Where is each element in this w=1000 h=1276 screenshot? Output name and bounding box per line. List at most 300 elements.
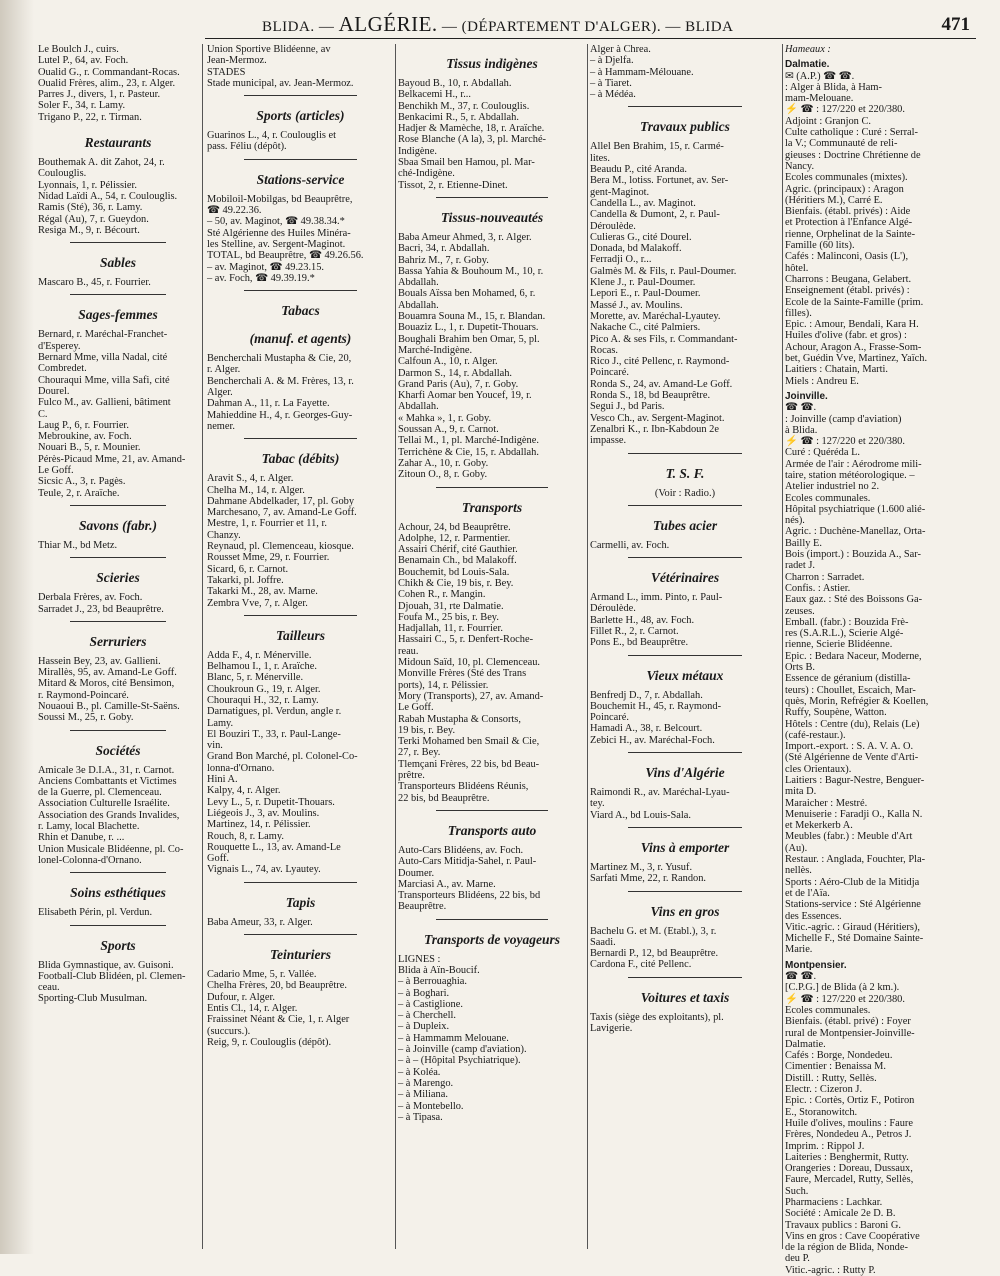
directory-entry: bet, Guédin Vve, Martinez, Yaïch.	[785, 353, 928, 365]
column-divider	[587, 44, 588, 1249]
directory-entry: Vignais L., 74, av. Lyautey.	[207, 864, 321, 876]
directory-entry: Djouah, 31, rte Dalmatie.	[398, 600, 504, 612]
directory-entry: Vins en gros : Cave Coopérative	[785, 1230, 920, 1242]
section-separator	[244, 438, 356, 439]
directory-entry: Lutel P., 64, av. Foch.	[38, 55, 129, 67]
directory-entry: Zenalbri K., r. Ibn-Kabdoun 2e	[590, 423, 719, 435]
directory-entry: Zahar A., 10, r. Goby.	[398, 457, 489, 469]
directory-entry: pass. Féliu (dépôt).	[207, 141, 287, 153]
directory-entry: Pons E., bd Beauprêtre.	[590, 637, 689, 649]
section-heading: (manuf. et agents)	[249, 331, 352, 347]
section-heading: Sports (articles)	[256, 108, 345, 124]
directory-entry: Nakache C., cité Palmiers.	[590, 322, 701, 334]
section-heading: Transports auto	[447, 822, 537, 838]
directory-entry: ☎ 49.22.36.	[207, 205, 262, 217]
directory-entry: Darmon S., 14, r. Abdallah.	[398, 367, 512, 379]
directory-entry: Famille (60 lits).	[785, 240, 855, 252]
directory-entry: Bernard Mme, villa Nadal, cité	[38, 352, 168, 364]
directory-entry: Laitiers : Bagur-Nestre, Benguer-	[785, 775, 925, 786]
directory-entry: Fulco M., av. Gallieni, bâtiment	[38, 397, 171, 409]
directory-entry: Levy L., 5, r. Dupetit-Thouars.	[207, 796, 335, 808]
directory-entry: Klene J., r. Paul-Doumer.	[590, 277, 696, 289]
directory-entry: Rocas.	[590, 344, 618, 356]
column-4	[590, 44, 780, 1249]
directory-entry: Faure, Mercadel, Rutty, Sellès,	[785, 1174, 914, 1186]
directory-entry: Hadjer & Mamèche, 18, r. Araïche.	[398, 123, 545, 135]
directory-entry: lonel-Colonna-d'Ornano.	[38, 854, 142, 866]
directory-entry: Segui J., bd Paris.	[590, 401, 665, 413]
directory-entry: (café-restaur.).	[785, 729, 846, 741]
directory-entry: Poincaré.	[590, 712, 629, 724]
directory-entry: Taxis (siège des exploitants), pl.	[590, 1011, 724, 1023]
directory-entry: Carmelli, av. Foch.	[590, 539, 670, 551]
directory-entry: Mahieddine H., 4, r. Georges-Guy-	[207, 409, 353, 421]
directory-entry: Achour, Aragon A., Frasse-Som-	[785, 341, 922, 353]
section-heading: Travaux publics	[640, 119, 730, 135]
directory-entry: Soussi M., 25, r. Goby.	[38, 712, 134, 724]
section-separator	[244, 882, 356, 883]
directory-entry: (Héritiers M.), Carré E.	[785, 194, 883, 206]
page-fold-shadow	[0, 0, 34, 1254]
directory-entry: Sporting-Club Musulman.	[38, 993, 148, 1005]
directory-entry: Ecoles communales.	[785, 1004, 871, 1016]
directory-entry: prêtre.	[398, 770, 425, 782]
directory-entry: teurs) : Choullet, Escaich, Mar-	[785, 684, 916, 696]
directory-entry: vin.	[207, 740, 223, 752]
directory-entry: Guarinos L., 4, r. Coulouglis et	[207, 130, 337, 142]
directory-entry: Donada, bd Malakoff.	[590, 243, 682, 255]
directory-entry: Grand Bon Marché, pl. Colonel-Co-	[207, 751, 358, 763]
directory-entry: « Mahka », 1, r. Goby.	[398, 412, 492, 424]
directory-entry: Import.-export. : S. A. V. A. O.	[785, 741, 914, 753]
directory-entry: Candella & Dumont, 2, r. Paul-	[590, 209, 720, 221]
directory-entry: les Stelline, av. Sergent-Maginot.	[207, 238, 346, 250]
directory-entry: Epic. : Cortès, Ortiz F., Potiron	[785, 1095, 915, 1107]
directory-entry: Anciens Combattants et Victimes	[38, 775, 177, 787]
directory-entry: Football-Club Blidéen, pl. Clemen-	[38, 970, 186, 982]
directory-entry: Bachelu G. et M. (Etabl.), 3, r.	[590, 925, 717, 937]
directory-entry: Le Goff.	[38, 465, 74, 477]
directory-entry: Doumer.	[398, 867, 435, 879]
section-separator	[70, 557, 166, 558]
directory-entry: Bera M., lotiss. Fortunet, av. Ser-	[590, 175, 729, 187]
directory-entry: cles Orientaux).	[785, 763, 852, 775]
directory-entry: et Protection à l'Enfance Algé-	[785, 217, 913, 229]
directory-entry: Cimentier : Benaissa M.	[785, 1061, 887, 1073]
directory-entry: Benfredj D., 7, r. Abdallah.	[590, 689, 703, 701]
directory-entry: taire, station météorologique. –	[785, 469, 915, 481]
directory-entry: rienne, Scierie Blidéenne.	[785, 639, 893, 651]
directory-entry: Culte catholique : Curé : Serral-	[785, 127, 919, 139]
directory-entry: Vitic.-agric. : Giraud (Héritiers),	[785, 921, 920, 933]
section-separator	[628, 453, 742, 454]
section-separator	[70, 621, 166, 622]
directory-entry: filles).	[785, 307, 812, 319]
directory-entry: Martinez, 14, r. Pélissier.	[207, 819, 311, 831]
directory-entry: – à Tiaret.	[590, 77, 632, 89]
directory-entry: (succurs.).	[207, 1025, 251, 1037]
directory-entry: Charrons : Beugana, Gelabert.	[785, 273, 912, 285]
page-header	[0, 8, 1000, 40]
directory-entry: Zebici H., av. Maréchal-Foch.	[590, 734, 715, 746]
directory-entry: E., Storanowitch.	[785, 1106, 858, 1118]
directory-entry: Candella L., av. Maginot.	[590, 197, 696, 209]
directory-entry: lonna-d'Ornano.	[207, 762, 275, 774]
directory-entry: Chouraqui Mme, villa Safi, cité	[38, 374, 170, 386]
directory-entry: Soussan A., 9, r. Carnot.	[398, 424, 499, 436]
directory-entry: de la Guerre, pl. Clemenceau.	[38, 787, 162, 799]
section-separator	[436, 919, 549, 920]
directory-entry: deu P.	[785, 1253, 810, 1265]
directory-entry: Curé : Quéréda L.	[785, 447, 861, 459]
directory-entry: ✉ (A.P.) ☎ ☎.	[785, 70, 855, 82]
directory-entry: Elisabeth Périn, pl. Verdun.	[38, 907, 153, 919]
directory-entry: Dufour, r. Alger.	[207, 991, 275, 1003]
directory-entry: Enseignement (établ. privés) :	[785, 285, 910, 297]
directory-entry: – à Castiglione.	[398, 998, 463, 1010]
directory-entry: Miels : Andreu E.	[785, 375, 859, 387]
locality-heading: Montpensier.	[785, 959, 847, 971]
directory-entry: Lyonnais, 1, r. Pélissier.	[38, 179, 137, 191]
directory-entry: Achour, 24, bd Beauprêtre.	[398, 521, 511, 533]
directory-entry: Adjoint : Granjon C.	[785, 115, 872, 127]
directory-entry: Grand Paris (Au), 7, r. Goby.	[398, 378, 519, 390]
directory-entry: Rico J., cité Pellenc, r. Raymond-	[590, 356, 730, 368]
directory-entry: Terki Mohamed ben Smail & Cie,	[398, 736, 540, 748]
directory-entry: Jean-Mermoz.	[207, 55, 267, 67]
directory-entry: – à Joinville (camp d'aviation).	[398, 1044, 527, 1056]
directory-entry: Transporteurs Blidéens Réunis,	[398, 781, 529, 793]
directory-entry: – à Boghari.	[398, 987, 450, 999]
directory-entry: de la région de Blida, Nonde-	[785, 1242, 908, 1254]
directory-entry: Marché-Indigène.	[398, 344, 473, 356]
directory-entry: Cohen R., r. Mangin.	[398, 589, 486, 601]
section-heading: Teinturiers	[269, 947, 332, 963]
directory-entry: Laiteries : Benghermit, Rutty.	[785, 1151, 909, 1163]
directory-entry: Benchikh M., 37, r. Coulouglis.	[398, 100, 530, 112]
directory-entry: ceau.	[38, 982, 60, 994]
directory-entry: Electr. : Cizeron J.	[785, 1084, 863, 1096]
header-country: ALGÉRIE.	[338, 12, 438, 36]
directory-entry: ⚡ ☎ : 127/220 et 220/380.	[785, 436, 905, 448]
column-2	[207, 44, 394, 1249]
directory-entry: r. Lamy, local Blachette.	[38, 821, 140, 833]
directory-entry: Chelha M., 14, r. Alger.	[207, 484, 305, 496]
section-separator	[244, 159, 356, 160]
directory-entry: – à Cherchell.	[398, 1010, 456, 1022]
section-heading: Tabacs	[281, 303, 320, 319]
section-separator	[244, 290, 356, 291]
directory-entry: STADES	[207, 66, 246, 78]
directory-entry: Massé J., av. Moulins.	[590, 299, 683, 311]
directory-entry: Orts B.	[785, 662, 816, 674]
directory-entry: Sports : Aéro-Club de la Mitidja	[785, 876, 920, 888]
directory-entry: Oualid Frères, alim., 23, r. Alger.	[38, 77, 176, 89]
directory-entry: Mobiloil-Mobilgas, bd Beauprêtre,	[207, 193, 353, 205]
directory-entry: Foufa M., 25 bis, r. Bey.	[398, 611, 499, 623]
section-heading: Tissus-nouveautés	[440, 209, 544, 225]
directory-entry: Bouthemak A. dit Zahot, 24, r.	[38, 157, 165, 169]
section-separator	[244, 615, 356, 616]
directory-entry: Déroulède.	[590, 603, 636, 615]
directory-entry: Hini A.	[207, 774, 238, 786]
section-heading: Soins esthétiques	[70, 885, 166, 901]
section-heading: Restaurants	[84, 135, 152, 151]
directory-entry: Benkacimi R., 5, r. Abdallah.	[398, 111, 519, 123]
directory-entry: Rose Blanche (A la), 3, pl. Marché-	[398, 134, 547, 146]
directory-entry: Armée de l'air : Aérodrome mili-	[785, 458, 922, 470]
directory-entry: Vesco Ch., av. Sergent-Maginot.	[590, 412, 725, 424]
running-title	[262, 12, 733, 37]
directory-entry: Restaur. : Anglada, Fouchter, Pla-	[785, 854, 926, 866]
section-heading: Stations-service	[256, 171, 345, 187]
directory-entry: Nidad Laïdi A., 54, r. Coulouglis.	[38, 190, 178, 202]
column-divider	[395, 44, 396, 1249]
directory-entry: impasse.	[590, 435, 627, 447]
directory-entry: Soler F., 34, r. Lamy.	[38, 100, 126, 112]
directory-entry: Mitard & Moros, cité Bensimon,	[38, 678, 175, 690]
directory-entry: – à Montebello.	[398, 1100, 464, 1112]
directory-entry: Kalpy, 4, r. Alger.	[207, 785, 281, 797]
directory-entry: Adda F., 4, r. Ménerville.	[207, 649, 312, 661]
directory-entry: Société : Amicale 2e D. B.	[785, 1208, 896, 1220]
directory-entry: Dalmatie.	[785, 1038, 826, 1050]
directory-entry: Rouquette L., 13, av. Amand-Le	[207, 841, 341, 853]
directory-entry: – à Tipasa.	[398, 1111, 443, 1123]
directory-entry: Blida à Aïn-Boucif.	[398, 965, 480, 976]
directory-entry: Nouaoui B., pl. Camille-St-Saëns.	[38, 700, 180, 712]
directory-entry: Maraicher : Mestré.	[785, 797, 868, 809]
directory-entry: Mascaro B., 45, r. Fourrier.	[38, 277, 151, 289]
directory-entry: ⚡ ☎ : 127/220 et 220/380.	[785, 104, 905, 116]
directory-entry: Pico A. & ses Fils, r. Commandant-	[590, 333, 738, 345]
directory-entry: Menuiserie : Faradji O., Kalla N.	[785, 808, 923, 820]
directory-entry: Frères, Nondedeu A., Petros J.	[785, 1129, 912, 1141]
section-separator	[628, 505, 742, 506]
directory-entry: Armand L., imm. Pinto, r. Paul-	[590, 592, 723, 604]
section-heading: Voitures et taxis	[640, 989, 730, 1005]
directory-entry: Baba Ameur Ahmed, 3, r. Alger.	[398, 231, 532, 243]
cross-reference: (Voir : Radio.)	[654, 487, 716, 499]
section-separator	[628, 655, 742, 656]
directory-entry: Union Sportive Blidéenne, av	[207, 44, 331, 55]
sub-heading: Hameaux :	[785, 44, 831, 55]
directory-entry: Emball. (fabr.) : Bouzida Frè-	[785, 616, 909, 628]
section-separator	[628, 827, 742, 828]
directory-entry: gieuses : Doctrine Chrétienne de	[785, 149, 921, 161]
directory-entry: Barlette H., 48, av. Foch.	[590, 614, 695, 626]
directory-entry: Nouari B., 5, r. Mounier.	[38, 442, 141, 454]
directory-entry: Boughali Brahim ben Omar, 5, pl.	[398, 333, 540, 345]
section-heading: Scieries	[96, 570, 140, 586]
directory-entry: Beauprêtre.	[398, 901, 447, 913]
directory-entry: Pharmaciens : Lachkar.	[785, 1196, 883, 1208]
directory-entry: – à Médéa.	[590, 89, 636, 101]
directory-entry: Bassa Yahia & Bouhoum M., 10, r.	[398, 265, 544, 277]
directory-entry: Cadario Mme, 5, r. Vallée.	[207, 969, 317, 981]
section-heading: Vieux métaux	[646, 667, 724, 683]
section-separator	[70, 505, 166, 506]
directory-entry: Huile d'olives, moulins : Faure	[785, 1117, 913, 1129]
section-heading: Sables	[99, 255, 136, 271]
directory-entry: 27, r. Bey.	[398, 747, 441, 759]
directory-entry: – à Marengo.	[398, 1077, 454, 1089]
directory-entry: Bouchemit, bd Louis-Sala.	[398, 566, 510, 578]
directory-entry: Bencherchali A. & M. Frères, 13, r.	[207, 375, 354, 387]
header-rule	[205, 38, 976, 39]
directory-entry: Galmès M. & Fils, r. Paul-Doumer.	[590, 265, 737, 277]
directory-entry: rienne, Orphelinat de la Sainte-	[785, 228, 916, 240]
section-separator	[244, 95, 356, 96]
directory-entry: [C.P.G.] de Blida (à 2 km.).	[785, 982, 900, 994]
directory-entry: Régal (Au), 7, r. Gueydon.	[38, 213, 149, 225]
directory-entry: TOTAL, bd Beauprêtre, ☎ 49.26.56.	[207, 250, 364, 262]
directory-entry: – à Berrouaghia.	[398, 976, 467, 988]
directory-entry: Rhin et Danube, r. ...	[38, 832, 125, 844]
directory-entry: Resiga M., 9, r. Bécourt.	[38, 224, 140, 236]
directory-entry: – av. Maginot, ☎ 49.23.15.	[207, 261, 325, 273]
section-heading: Tabac (débits)	[261, 451, 340, 467]
directory-entry: ché-Indigène.	[398, 168, 455, 180]
directory-entry: Bouaziz L., 1, r. Dupetit-Thouars.	[398, 322, 539, 334]
directory-entry: Bouals Aïssa ben Mohamed, 6, r.	[398, 288, 536, 300]
directory-entry: Allel Ben Brahim, 15, r. Carmé-	[590, 141, 724, 153]
directory-entry: Monville Frères (Sté des Trans	[398, 668, 527, 680]
section-heading: Tubes acier	[652, 517, 718, 533]
directory-entry: nés).	[785, 515, 805, 527]
section-heading: Tailleurs	[275, 627, 326, 643]
directory-entry: Kharfi Aomar ben Youcef, 19, r.	[398, 390, 532, 402]
directory-entry: Ruffy, Soupène, Watton.	[785, 707, 887, 719]
directory-entry: Fillet R., 2, r. Carnot.	[590, 625, 679, 637]
column-5	[785, 44, 977, 1276]
directory-entry: Eaux gaz. : Sté des Boissons Ga-	[785, 594, 923, 606]
directory-entry: Le Boulch J., cuirs.	[38, 44, 119, 55]
directory-entry: Ronda S., 24, av. Amand-Le Goff.	[590, 378, 733, 390]
directory-entry: ☎ ☎.	[785, 971, 817, 983]
directory-entry: Sarfati Mme, 22, r. Randon.	[590, 873, 707, 885]
directory-entry: Ramis (Sté), 36, r. Lamy.	[38, 202, 143, 214]
directory-entry: Reynaud, pl. Clemenceau, kiosque.	[207, 541, 354, 553]
directory-entry: rural de Montpensier-Joinville-	[785, 1027, 915, 1039]
directory-entry: Viard A., bd Louis-Sala.	[590, 809, 691, 821]
directory-entry: Lavigerie.	[590, 1023, 633, 1035]
directory-entry: Thiar M., bd Metz.	[38, 539, 118, 551]
section-separator	[628, 752, 742, 753]
directory-entry: Bienfais. (établ. privé) : Foyer	[785, 1016, 911, 1028]
directory-entry: Hassairi C., 5, r. Denfert-Roche-	[398, 634, 534, 646]
directory-entry: Liégeois J., 3, av. Moulins.	[207, 807, 320, 819]
locality-heading: Dalmatie.	[785, 59, 830, 71]
section-separator	[628, 891, 742, 892]
directory-entry: Benamain Ch., bd Malakoff.	[398, 555, 517, 567]
directory-entry: – av. Foch, ☎ 49.39.19.*	[207, 272, 315, 284]
directory-entry: Association Culturelle Israélite.	[38, 798, 170, 810]
page-number: 471	[941, 14, 970, 35]
directory-entry: Union Musicale Blidéenne, pl. Co-	[38, 843, 184, 855]
directory-entry: Orangeries : Doreau, Dussaux,	[785, 1163, 913, 1175]
directory-entry: Bernard, r. Maréchal-Franchet-	[38, 329, 168, 341]
directory-entry: Travaux publics : Baroni G.	[785, 1219, 901, 1231]
directory-entry: Sarradet J., 23, bd Beauprêtre.	[38, 603, 164, 615]
directory-entry: Alger à Chrea.	[590, 44, 651, 55]
directory-entry: Sicsic A., 3, r. Pagès.	[38, 476, 126, 488]
directory-entry: Ecoles communales (mixtes).	[785, 172, 908, 184]
directory-entry: Epic. : Amour, Bendali, Kara H.	[785, 319, 919, 331]
directory-entry: Terrichène & Cie, 15, r. Abdallah.	[398, 446, 539, 458]
directory-entry: Agric. : Duchène-Manellaz, Orta-	[785, 526, 926, 538]
directory-entry: Le Goff.	[398, 702, 434, 714]
directory-entry: zeuses.	[785, 605, 815, 617]
directory-entry: Stations-service : Sté Algérienne	[785, 899, 921, 911]
directory-entry: Rabah Mustapha & Consorts,	[398, 713, 521, 725]
directory-entry: Saadi.	[590, 936, 616, 948]
directory-entry: des Essences.	[785, 910, 842, 922]
directory-entry: : Joinville (camp d'aviation)	[785, 413, 902, 425]
section-heading: Vins à emporter	[640, 839, 730, 855]
directory-entry: Pérès-Picaud Mme, 21, av. Amand-	[38, 453, 186, 465]
section-separator	[436, 197, 549, 198]
directory-entry: Atelier industriel no 2.	[785, 481, 880, 493]
directory-entry: : Alger à Blida, à Ham-	[785, 81, 882, 93]
directory-entry: Adolphe, 12, r. Parmentier.	[398, 532, 511, 544]
directory-entry: hôtel.	[785, 262, 809, 274]
directory-entry: Bernardi P., 12, bd Beauprêtre.	[590, 948, 719, 960]
section-heading: T. S. F.	[665, 465, 705, 481]
section-separator	[70, 242, 166, 243]
directory-entry: Rouch, 8, r. Lamy.	[207, 830, 284, 842]
directory-entry: Stade municipal, av. Jean-Mermoz.	[207, 77, 354, 89]
section-separator	[628, 977, 742, 978]
directory-entry: Distill. : Rutty, Sellès.	[785, 1072, 877, 1084]
directory-entry: Ecoles communales.	[785, 492, 871, 504]
directory-entry: Dourel.	[38, 385, 70, 397]
directory-entry: et Mekerkerb A.	[785, 820, 853, 832]
header-left: BLIDA. —	[262, 19, 335, 35]
directory-entry: Ronda S., 18, bd Beauprêtre.	[590, 390, 711, 402]
directory-entry: Déroulède.	[590, 220, 636, 232]
directory-entry: – à – (Hôpital Psychiatrique).	[398, 1055, 521, 1067]
directory-entry: Bienfais. (établ. privés) : Aide	[785, 206, 911, 218]
directory-entry: Culieras G., cité Dourel.	[590, 231, 692, 243]
directory-entry: Vitic.-agric. : Rutty P.	[785, 1264, 876, 1276]
directory-entry: Bouchemit H., 45, r. Raymond-	[590, 700, 722, 712]
directory-entry: Such.	[785, 1185, 809, 1197]
directory-entry: Combredet.	[38, 363, 87, 375]
directory-entry: Epic. : Bedara Naceur, Moderne,	[785, 650, 922, 662]
section-heading: Transports de voyageurs	[423, 931, 560, 947]
directory-entry: Zembra Vve, 7, r. Alger.	[207, 597, 308, 609]
section-heading: Sociétés	[95, 742, 141, 758]
directory-entry: Fraissinet Néant & Cie, 1, r. Alger	[207, 1014, 350, 1026]
directory-entry: et de l'Aïa.	[785, 887, 830, 899]
directory-entry: Hôpital psychiatrique (1.600 alié-	[785, 503, 926, 515]
directory-entry: (Sté Algérienne de Vente d'Arti-	[785, 752, 919, 764]
directory-entry: Calfoun A., 10, r. Alger.	[398, 356, 498, 368]
directory-entry: 22 bis, bd Beauprêtre.	[398, 792, 490, 804]
directory-entry: Essence de géranium (distilla-	[785, 673, 911, 685]
directory-entry: quès, Morin, Refrégier & Koellen,	[785, 695, 929, 707]
directory-entry: 19 bis, r. Bey.	[398, 724, 456, 736]
directory-entry: Lamy.	[207, 717, 234, 729]
directory-entry: Bailly E.	[785, 537, 822, 549]
directory-entry: – à Djelfa.	[590, 55, 634, 67]
section-separator	[244, 934, 356, 935]
directory-entry: Tlemçani Frères, 22 bis, bd Beau-	[398, 758, 540, 770]
directory-entry: Darnatigues, pl. Verdun, angle r.	[207, 706, 342, 718]
header-right: — (DÉPARTEMENT D'ALGER). — BLIDA	[441, 19, 734, 35]
section-separator	[628, 106, 742, 107]
